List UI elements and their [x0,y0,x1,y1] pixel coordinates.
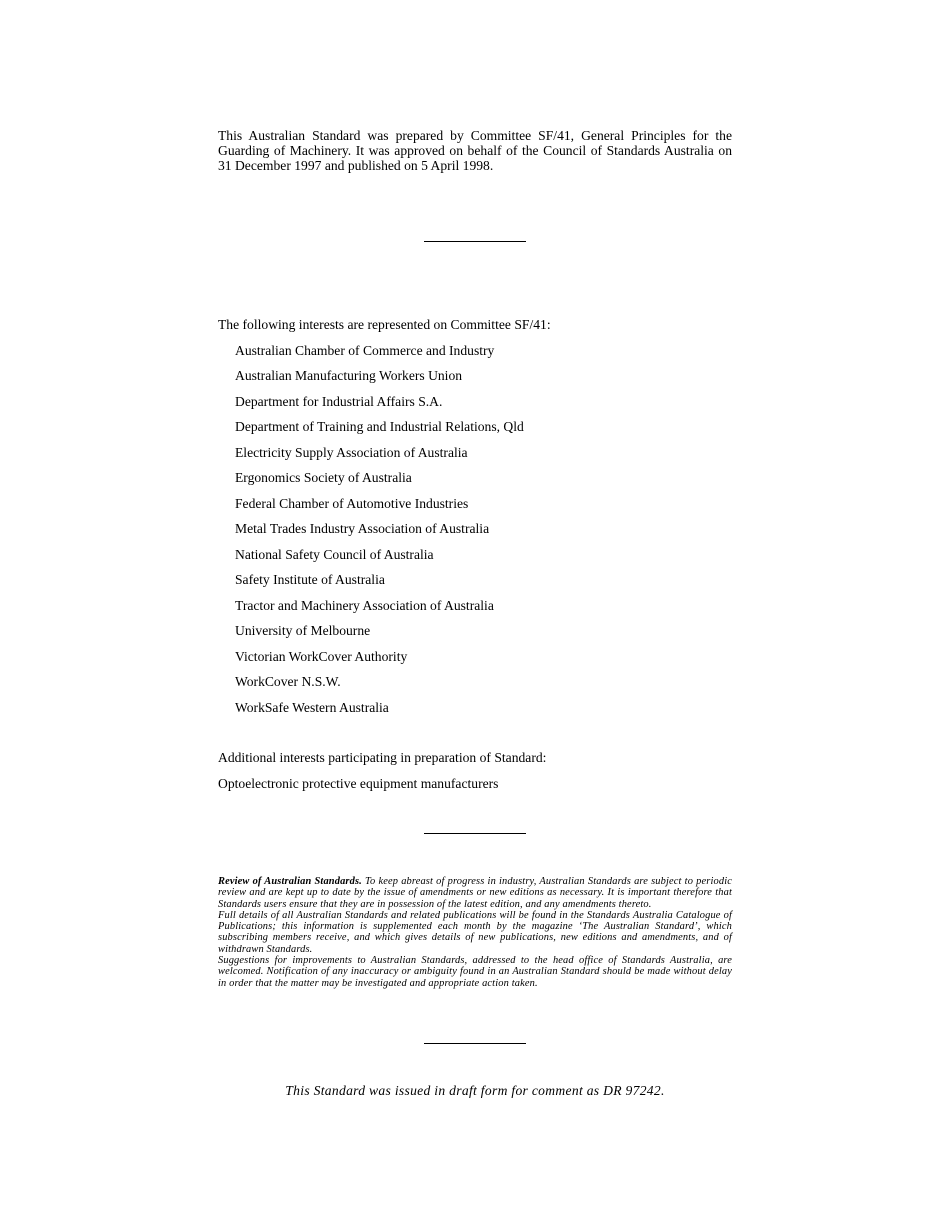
divider-rule [424,833,526,834]
committee-member: WorkCover N.S.W. [235,674,341,689]
additional-interests-section [218,749,732,800]
divider-rule [424,241,526,242]
review-notice [218,876,732,989]
approval-statement: This Australian Standard was prepared by Committee SF/41, General Principles for the Guarding of Machinery. It was approved on behalf of the Council of Standards Australia on 31 December 1997 and published on 5 April 1998. [218,128,732,173]
draft-note: This Standard was issued in draft form for comment as DR 97242. [285,1083,665,1098]
review-lead: Review of Australian Standards. [218,876,362,887]
committee-member: Department of Training and Industrial Relations, Qld [235,419,524,434]
committee-member: University of Melbourne [235,623,371,638]
committee-member: Department for Industrial Affairs S.A. [235,393,443,409]
committee-member: Australian Chamber of Commerce and Industry [235,342,495,358]
committee-section [218,316,732,724]
divider-rule [424,1043,526,1044]
committee-member: Ergonomics Society of Australia [235,470,412,485]
committee-member: Victorian WorkCover Authority [235,648,408,664]
committee-member: Metal Trades Industry Association of Australia [235,521,490,536]
catalogue-paragraph: Full details of all Australian Standards and related publications will be found in the Standards Australia Catalogue of Publications; this information is supplemented each month by the magazine ‘The Australian Standard’, which subscribing members receive, and which gives details of new publications, new editions and amendments, and of withdrawn Standards. [218,909,732,955]
additional-interest-item: Optoelectronic protective equipment manufacturers [218,775,499,791]
committee-member: Electricity Supply Association of Australia [235,444,468,460]
review-text: To keep abreast of progress in industry, Australian Standards are subject to periodic review and are kept up to date by the issue of amendments or new editions as necessary. It is important therefore that Standards users ensure that they are in possession of the latest edition, and any amendments thereto. [218,876,732,910]
committee-member-list [218,342,732,725]
suggestions-paragraph: Suggestions for improvements to Australian Standards, addressed to the head office of Standards Australia, are welcomed. Notification of any inaccuracy or ambiguity found in an Australian Standard should be made without delay in order that the matter may be investigated and appropriate action taken. [218,955,732,989]
committee-member: Australian Manufacturing Workers Union [235,368,463,383]
additional-interests-heading: Additional interests participating in preparation of Standard: [218,750,547,765]
committee-member: Tractor and Machinery Association of Australia [235,597,494,613]
review-paragraph [218,876,732,910]
committee-member: WorkSafe Western Australia [235,699,389,715]
committee-member: Safety Institute of Australia [235,572,385,587]
committee-member: National Safety Council of Australia [235,546,434,562]
committee-member: Federal Chamber of Automotive Industries [235,495,469,511]
committee-heading: The following interests are represented on Committee SF/41: [218,317,551,332]
